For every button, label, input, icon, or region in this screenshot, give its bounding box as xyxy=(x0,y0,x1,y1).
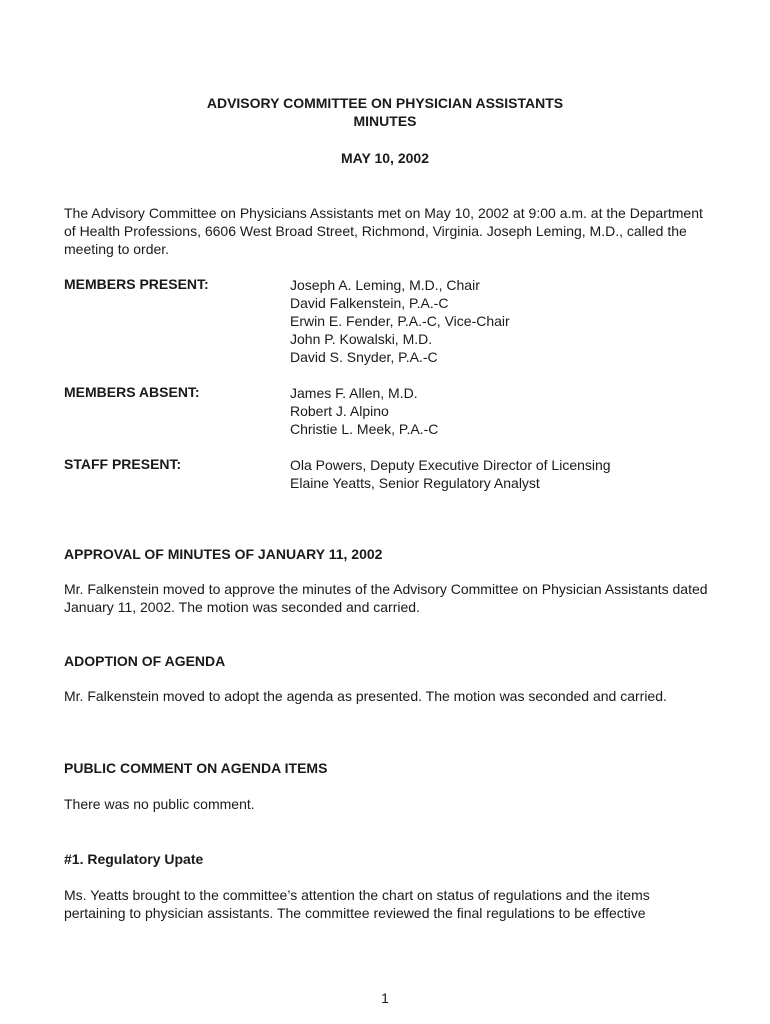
list-item: Joseph A. Leming, M.D., Chair xyxy=(290,277,480,293)
list-item: David S. Snyder, P.A.-C xyxy=(290,349,438,365)
section-body: Ms. Yeatts brought to the committee’s attention the chart on status of regulations and the items pertaining to physician assistants. The committee reviewed the final regulations to be effective xyxy=(64,887,650,921)
intro-paragraph: The Advisory Committee on Physicians Assistants met on May 10, 2002 at 9:00 a.m. at the Department of Health Professions, 6606 West Broad Street, Richmond, Virginia. Joseph Leming, M.D., called the meeting to order. xyxy=(64,205,703,257)
list-item: John P. Kowalski, M.D. xyxy=(290,331,433,347)
members-absent-label: MEMBERS ABSENT: xyxy=(64,384,200,400)
list-item: Christie L. Meek, P.A.-C xyxy=(290,421,439,437)
meeting-date: MAY 10, 2002 xyxy=(341,150,429,166)
list-item: David Falkenstein, P.A.-C xyxy=(290,295,449,311)
list-item: Ola Powers, Deputy Executive Director of Licensing xyxy=(290,457,611,473)
section-body: There was no public comment. xyxy=(64,796,255,812)
section-heading: #1. Regulatory Upate xyxy=(64,851,204,867)
staff-present-list xyxy=(290,456,611,492)
document-subtitle: MINUTES xyxy=(353,113,417,129)
section-heading: ADOPTION OF AGENDA xyxy=(64,653,226,669)
section-heading: PUBLIC COMMENT ON AGENDA ITEMS xyxy=(64,760,328,776)
section-body: Mr. Falkenstein moved to adopt the agenda as presented. The motion was seconded and carried. xyxy=(64,688,667,704)
members-present-list xyxy=(290,276,510,366)
list-item: Elaine Yeatts, Senior Regulatory Analyst xyxy=(290,475,540,491)
members-absent-list xyxy=(290,384,438,438)
section-body: Mr. Falkenstein moved to approve the minutes of the Advisory Committee on Physician Assistants dated January 11, 2002. The motion was seconded and carried. xyxy=(64,581,708,615)
list-item: James F. Allen, M.D. xyxy=(290,385,418,401)
page-number: 1 xyxy=(381,990,389,1006)
section-heading: APPROVAL OF MINUTES OF JANUARY 11, 2002 xyxy=(64,546,383,562)
staff-present-label: STAFF PRESENT: xyxy=(64,456,182,472)
document-title: ADVISORY COMMITTEE ON PHYSICIAN ASSISTANTS xyxy=(206,95,564,111)
members-present-label: MEMBERS PRESENT: xyxy=(64,276,209,292)
list-item: Erwin E. Fender, P.A.-C, Vice-Chair xyxy=(290,313,510,329)
list-item: Robert J. Alpino xyxy=(290,403,389,419)
